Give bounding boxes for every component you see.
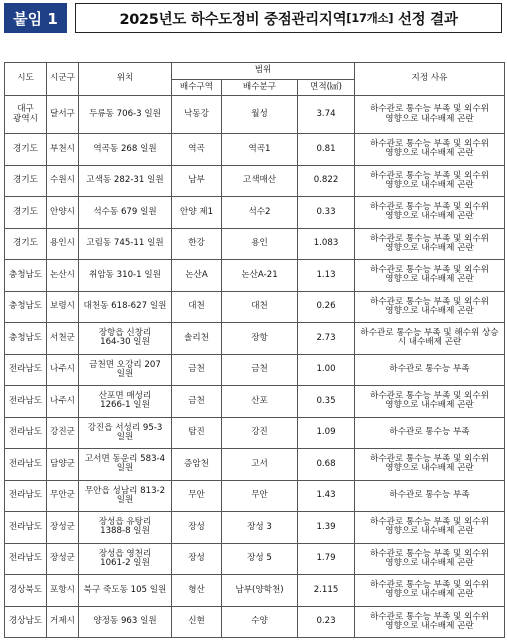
drainage-subzone-cell: 논산A-21 <box>222 260 298 292</box>
sido-cell: 대구 광역시 <box>5 96 47 134</box>
sigungu-cell: 장성군 <box>47 512 79 544</box>
area-cell: 0.26 <box>298 291 355 323</box>
drainage-zone-cell: 역곡 <box>172 134 222 166</box>
drainage-zone-cell: 형산 <box>172 575 222 607</box>
drainage-zone-cell: 장성 <box>172 543 222 575</box>
location-cell: 강진읍 서성리 95-3 일원 <box>79 417 172 449</box>
document-title <box>75 3 502 33</box>
drainage-zone-cell: 남부 <box>172 165 222 197</box>
sido-cell: 전라남도 <box>5 417 47 449</box>
table-row <box>5 575 505 607</box>
sido-cell: 경기도 <box>5 197 47 229</box>
reason-cell: 하수관로 통수능 부족 및 외수위 영향으로 내수배제 곤란 <box>355 543 505 575</box>
sigungu-cell: 달서구 <box>47 96 79 134</box>
reason-cell: 하수관로 통수능 부족 및 외수위 영향으로 내수배제 곤란 <box>355 134 505 166</box>
drainage-zone-cell: 증암천 <box>172 449 222 481</box>
reason-cell: 하수관로 통수능 부족 <box>355 480 505 512</box>
location-cell: 북구 죽도동 105 일원 <box>79 575 172 607</box>
area-cell: 0.35 <box>298 386 355 418</box>
drainage-subzone-cell: 용인 <box>222 228 298 260</box>
sido-cell: 전라남도 <box>5 449 47 481</box>
header-scope: 범위 <box>172 63 355 80</box>
location-cell: 장성읍 영천리 1061-2 일원 <box>79 543 172 575</box>
location-cell: 장항읍 신창리 164-30 일원 <box>79 323 172 355</box>
sigungu-cell: 나주시 <box>47 354 79 386</box>
drainage-subzone-cell: 산포 <box>222 386 298 418</box>
header-area: 면적(㎢) <box>298 80 355 96</box>
drainage-subzone-cell: 수양 <box>222 606 298 638</box>
header-drainage-zone: 배수구역 <box>172 80 222 96</box>
drainage-zone-cell: 솔리천 <box>172 323 222 355</box>
area-cell: 0.68 <box>298 449 355 481</box>
table-row <box>5 228 505 260</box>
attachment-badge: 붙임 1 <box>4 3 67 33</box>
location-cell: 취암동 310-1 일원 <box>79 260 172 292</box>
reason-cell: 하수관로 통수능 부족 및 외수위 영향으로 내수배제 곤란 <box>355 386 505 418</box>
drainage-subzone-cell: 고색매산 <box>222 165 298 197</box>
table-row <box>5 197 505 229</box>
reason-cell: 하수관로 통수능 부족 및 외수위 영향으로 내수배제 곤란 <box>355 197 505 229</box>
sido-cell: 충청남도 <box>5 323 47 355</box>
location-cell: 두류동 706-3 일원 <box>79 96 172 134</box>
drainage-subzone-cell: 장성 3 <box>222 512 298 544</box>
sigungu-cell: 무안군 <box>47 480 79 512</box>
sido-cell: 충청남도 <box>5 291 47 323</box>
sido-cell: 전라남도 <box>5 512 47 544</box>
location-cell: 대천동 618-627 일원 <box>79 291 172 323</box>
sido-cell: 전라남도 <box>5 386 47 418</box>
location-cell: 고색동 282-31 일원 <box>79 165 172 197</box>
drainage-zone-cell: 장성 <box>172 512 222 544</box>
area-cell: 3.74 <box>298 96 355 134</box>
sigungu-cell: 나주시 <box>47 386 79 418</box>
sido-cell: 경기도 <box>5 165 47 197</box>
sigungu-cell: 포항시 <box>47 575 79 607</box>
sido-cell: 경상북도 <box>5 575 47 607</box>
header-sido: 시도 <box>5 63 47 96</box>
area-cell: 1.13 <box>298 260 355 292</box>
location-cell: 석수동 679 일원 <box>79 197 172 229</box>
drainage-zone-cell: 금천 <box>172 354 222 386</box>
document-header <box>4 3 500 33</box>
sido-cell: 전라남도 <box>5 480 47 512</box>
table-row <box>5 260 505 292</box>
header-location: 위치 <box>79 63 172 96</box>
area-cell: 1.09 <box>298 417 355 449</box>
location-cell: 역곡동 268 일원 <box>79 134 172 166</box>
location-cell: 무안읍 성남리 813-2 일원 <box>79 480 172 512</box>
drainage-subzone-cell: 무안 <box>222 480 298 512</box>
drainage-zone-cell: 대천 <box>172 291 222 323</box>
reason-cell: 하수관로 통수능 부족 및 외수위 영향으로 내수배제 곤란 <box>355 260 505 292</box>
drainage-zone-cell: 신현 <box>172 606 222 638</box>
drainage-zone-cell: 낙동강 <box>172 96 222 134</box>
area-cell: 0.23 <box>298 606 355 638</box>
sigungu-cell: 부천시 <box>47 134 79 166</box>
area-cell: 1.083 <box>298 228 355 260</box>
table-row <box>5 134 505 166</box>
table-row <box>5 417 505 449</box>
location-cell: 고서면 동운리 583-4 일원 <box>79 449 172 481</box>
reason-cell: 하수관로 통수능 부족 <box>355 417 505 449</box>
selection-result-table <box>4 62 505 638</box>
table-row <box>5 386 505 418</box>
table-row <box>5 543 505 575</box>
title-count: [17개소] <box>346 11 394 25</box>
area-cell: 2.115 <box>298 575 355 607</box>
sigungu-cell: 담양군 <box>47 449 79 481</box>
drainage-zone-cell: 금천 <box>172 386 222 418</box>
sido-cell: 경기도 <box>5 228 47 260</box>
area-cell: 0.81 <box>298 134 355 166</box>
reason-cell: 하수관로 통수능 부족 및 외수위 영향으로 내수배제 곤란 <box>355 228 505 260</box>
drainage-subzone-cell: 금천 <box>222 354 298 386</box>
sido-cell: 충청남도 <box>5 260 47 292</box>
reason-cell: 하수관로 통수능 부족 및 외수위 영향으로 내수배제 곤란 <box>355 165 505 197</box>
drainage-zone-cell: 무안 <box>172 480 222 512</box>
area-cell: 1.39 <box>298 512 355 544</box>
title-main: 2025년도 하수도정비 중점관리지역 <box>119 11 347 28</box>
area-cell: 2.73 <box>298 323 355 355</box>
drainage-subzone-cell: 석수2 <box>222 197 298 229</box>
header-reason: 지정 사유 <box>355 63 505 96</box>
header-sigungu: 시군구 <box>47 63 79 96</box>
reason-cell: 하수관로 통수능 부족 <box>355 354 505 386</box>
table-row <box>5 96 505 134</box>
location-cell: 장성읍 유탕리 1388-8 일원 <box>79 512 172 544</box>
drainage-subzone-cell: 월성 <box>222 96 298 134</box>
location-cell: 고림동 745-11 일원 <box>79 228 172 260</box>
drainage-subzone-cell: 장항 <box>222 323 298 355</box>
sido-cell: 전라남도 <box>5 354 47 386</box>
area-cell: 0.33 <box>298 197 355 229</box>
reason-cell: 하수관로 통수능 부족 및 외수위 영향으로 내수배제 곤란 <box>355 606 505 638</box>
reason-cell: 하수관로 통수능 부족 및 외수위 영향으로 내수배제 곤란 <box>355 449 505 481</box>
drainage-zone-cell: 논산A <box>172 260 222 292</box>
title-tail: 선정 결과 <box>393 11 458 28</box>
sigungu-cell: 거제시 <box>47 606 79 638</box>
table-row <box>5 512 505 544</box>
area-cell: 1.00 <box>298 354 355 386</box>
table-row <box>5 606 505 638</box>
drainage-subzone-cell: 고서 <box>222 449 298 481</box>
area-cell: 1.79 <box>298 543 355 575</box>
sido-cell: 전라남도 <box>5 543 47 575</box>
sigungu-cell: 논산시 <box>47 260 79 292</box>
reason-cell: 하수관로 통수능 부족 및 외수위 영향으로 내수배제 곤란 <box>355 512 505 544</box>
drainage-subzone-cell: 대천 <box>222 291 298 323</box>
drainage-zone-cell: 한강 <box>172 228 222 260</box>
table-row <box>5 165 505 197</box>
reason-cell: 하수관로 통수능 부족 및 외수위 영향으로 내수배제 곤란 <box>355 291 505 323</box>
table-row <box>5 323 505 355</box>
location-cell: 산포면 매성리 1266-1 일원 <box>79 386 172 418</box>
drainage-subzone-cell: 역곡1 <box>222 134 298 166</box>
sigungu-cell: 용인시 <box>47 228 79 260</box>
drainage-subzone-cell: 장성 5 <box>222 543 298 575</box>
drainage-zone-cell: 안양 제1 <box>172 197 222 229</box>
table-row <box>5 291 505 323</box>
area-cell: 1.43 <box>298 480 355 512</box>
sigungu-cell: 장성군 <box>47 543 79 575</box>
sido-cell: 경상남도 <box>5 606 47 638</box>
location-cell: 양정동 963 일원 <box>79 606 172 638</box>
area-cell: 0.822 <box>298 165 355 197</box>
table-row <box>5 449 505 481</box>
sigungu-cell: 안양시 <box>47 197 79 229</box>
reason-cell: 하수관로 통수능 부족 및 외수위 영향으로 내수배제 곤란 <box>355 575 505 607</box>
table-row <box>5 354 505 386</box>
drainage-subzone-cell: 강진 <box>222 417 298 449</box>
reason-cell: 하수관로 통수능 부족 및 외수위 영향으로 내수배제 곤란 <box>355 96 505 134</box>
sigungu-cell: 강진군 <box>47 417 79 449</box>
sigungu-cell: 수원시 <box>47 165 79 197</box>
drainage-zone-cell: 탐진 <box>172 417 222 449</box>
reason-cell: 하수관로 통수능 부족 및 해수위 상승 시 내수배제 곤란 <box>355 323 505 355</box>
sido-cell: 경기도 <box>5 134 47 166</box>
sigungu-cell: 서천군 <box>47 323 79 355</box>
header-drainage-subzone: 배수분구 <box>222 80 298 96</box>
location-cell: 금천면 오강리 207 일원 <box>79 354 172 386</box>
table-row <box>5 480 505 512</box>
drainage-subzone-cell: 남부(양학천) <box>222 575 298 607</box>
sigungu-cell: 보령시 <box>47 291 79 323</box>
